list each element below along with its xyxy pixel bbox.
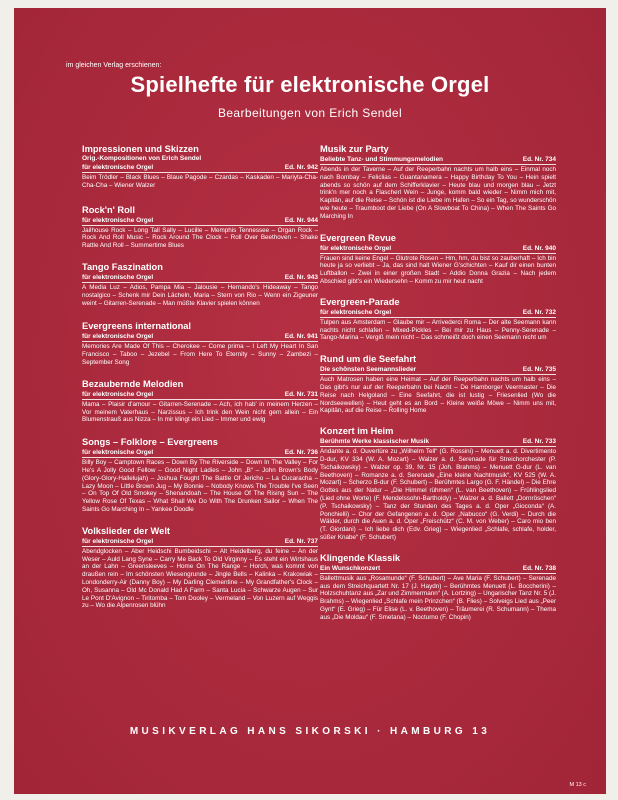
section-heading: Rock'n' Roll: [82, 204, 135, 215]
section-heading: Volkslieder der Welt: [82, 525, 171, 536]
instrument-label: für elektronische Orgel: [82, 449, 154, 457]
song-list: Abendglocken – Aber Heidschi Bumbeidschi – Alt Heidelberg, du feine – An der Weser – Auld Lang Syne – Carry Me Back To Old Virginny – Es steht ein Wirtshaus an der Lahn – Greensleeves – Home On The Range – Horch, was kommt von draußen rein – Im schönsten Wiesengrunde – Jingle Bells – Kalinka – Krakowiak – Londonderry-Air (Danny Boy) – My Darling Clementine – My Grandfather's Clock – Oh, Susanna – Old Mc Donald Had A Farm – Santa Lucia – Schwarze Augen – Sur Le Pont D'Avignon – Tiritomba – Tom Dooley – Vermeland – Von Luzern auf Weggis zu – Wo die Alpenrosen blühn: [82, 547, 318, 610]
song-list: Mama – Plaisir d'amour – Gitarren-Serenade – Ach, ich hab' in meinem Herzen – Vor meinem Vaterhaus – Narzissus – Ich trink den Wein nicht gern allein – Ein Blumenstrauß aus Nizza – In mir klingt ein Lied – Immer und ewig: [82, 400, 318, 424]
publisher-footer: MUSIKVERLAG HANS SIKORSKI · HAMBURG 13: [129, 726, 491, 737]
song-list: Abends in der Taverne – Auf der Reeperbahn nachts um halb eins – Einmal noch nach Bombay – Feliclias – Guantanamera – Happy Birthday To You – Hein spielt abends so schön auf dem Schifferklavier – Heute blau und morgen blau – Jetzt trink'n mer noch a Flascherl Wein – Junge, komm bald wieder – Nimm mich mit, Kapitän, auf die Reise – Schön ist die Liebe im Hafen – So ein Tag, so wunderschön wie heute – Traumboot der Liebe (On A Slowboat To China) – When The Saints Go Marching In: [320, 166, 556, 220]
songbook-section: [320, 297, 556, 342]
edition-number: Ed. Nr. 942: [284, 164, 318, 171]
section-heading: Evergreens international: [82, 321, 192, 332]
instrument-label: für elektronische Orgel: [82, 333, 154, 341]
section-heading: Rund um die Seefahrt: [320, 354, 417, 365]
section-subheading: Berühmte Werke klassischer Musik: [320, 438, 429, 446]
section-info-line: [320, 155, 556, 165]
instrument-label: für elektronische Orgel: [320, 244, 392, 252]
edition-number: Ed. Nr. 734: [522, 156, 556, 163]
edition-number: Ed. Nr. 737: [284, 537, 318, 545]
section-info-line: [320, 308, 556, 318]
songbook-section: [82, 144, 318, 190]
edition-number: Ed. Nr. 940: [522, 244, 556, 252]
song-list: Jailhouse Rock – Long Tall Sally – Lucille – Memphis Tennessee – Organ Rock – Rock And Roll Music – Rock Around The Clock – Roll Over Beethoven – Shake Rattle And Roll – Summertime Blues: [82, 226, 318, 250]
song-list: Memories Are Made Of This – Cherokee – Come prima – I Left My Heart In San Francisco – Taboo – Jezebel – From Here To Eternity – Sunny – Zambezi – September Song: [82, 343, 318, 366]
instrument-label: für elektronische Orgel: [82, 273, 154, 281]
section-heading: Konzert im Heim: [320, 426, 394, 437]
song-list: Beim Trödler – Black Blues – Blaue Pagode – Czardas – Kaskaden – Mariyta-Cha-Cha-Cha – Wiener Walzer: [82, 174, 318, 189]
section-info-line: [82, 390, 318, 400]
section-info-line: [82, 448, 318, 458]
section-subheading: Ein Wunschkonzert: [320, 564, 381, 572]
instrument-label: für elektronische Orgel: [82, 164, 154, 171]
section-heading: Bezaubernde Melodien: [82, 378, 184, 389]
song-list: Auch Matrosen haben eine Heimat – Auf der Reeperbahn nachts um halb eins – Das gibt's nur auf der Reeperbahn bei Nacht – De Hamborger Veermaster – Die Reise nach Helgoland – Eine Seefahrt, die ist lustig – Friesenlied (Wo die Nordseewellen) – Heut geht es an Bord – Kleine weiße Möwe – Nimm uns mit, Kapitän, auf die Reise – Rolling Home: [320, 376, 556, 415]
song-list: Tulpen aus Amsterdam – Glaube mir – Arrivederci Roma – Der alte Seemann kann nachts nicht schlafen – Mixed-Pickles – Bei mir zu Haus – Penny-Serenade – Tango-Marina – Vergiß mein nicht – Das schmeißt doch einen Seemann nicht um: [320, 318, 556, 342]
section-subheading: Die schönsten Seemannslieder: [320, 366, 417, 374]
section-heading: Musik zur Party: [320, 144, 389, 154]
section-heading: Evergreen Revue: [320, 232, 396, 243]
song-list: Andante a. d. Ouvertüre zu „Wilhelm Tell“ (G. Rossini) – Menuett a. d. Divertimento D-dur, KV 334 (W. A. Mozart) – Walzer a. d. Serenade für Streichorchester (P. Tschaikowsky) – Walzer op. 39, Nr. 15 (Joh. Brahms) – Menuett G-dur (L. van Beethoven) – Romanze a. d. Serenade „Eine kleine Nachtmusik“, KV 525 (W. A. Mozart) – Scherzo B-dur (F. Schubert) – Berühmtes Largo (G. F. Händel) – Die Ehre Gottes aus der Natur – „Die Himmel rühmen“ (L. van Beethoven) – Frühlingslied (Lied ohne Worte) (F. Mendelssohn-Bartholdy) – Walzer a. d. Ballett „Dornröschen“ (P. Tschaikowsky) – Tanz der Stunden des Tages a. d. Oper „Gioconda“ (A. Ponchielli) – Chor der Gefangenen a. d. Oper „Nabucco“ (G. Verdi) – Durch die Wälder, durch die Auen a. d. Oper „Freischütz“ (C. M. von Weber) – Caro mio ben (T. Giordani) – Ich liebe dich (Edv. Grieg) – Wiegenlied „Schlafe, schlafe, holder, süßer Knabe“ (F. Schubert): [320, 448, 556, 541]
songbook-section: [82, 526, 318, 610]
section-heading: Evergreen-Parade: [320, 296, 400, 307]
songbook-section: [82, 379, 318, 424]
songbook-section: [82, 321, 318, 366]
edition-number: Ed. Nr. 732: [522, 308, 556, 316]
section-subheading: Beliebte Tanz- und Stimmungsmelodien: [320, 156, 444, 163]
songbook-section: [320, 553, 556, 622]
section-info-line: [320, 365, 556, 375]
song-list: Ballettmusik aus „Rosamunde“ (F. Schubert) – Ave Maria (F. Schubert) – Serenade aus dem Streichquartett Nr. 17 (J. Haydn) – Berühmtes Menuett (L. Boccherini) – Holzschuhtanz aus „Zar und Zimmermann“ (A. Lortzing) – Ungarischer Tanz Nr. 5 (J. Brahms) – Wiegenlied „Schlafe mein Prinzchen“ (B. Flies) – Solveigs Lied aus „Peer Gynt“ (E. Grieg) – Für Elise (L. v. Beethoven) – Träumerei (R. Schumann) – Thema aus „Die Moldau“ (F. Smetana) – Nocturno (F. Chopin): [320, 574, 556, 621]
edition-number: Ed. Nr. 731: [284, 390, 318, 398]
songbook-section: [82, 437, 318, 514]
section-info-line: [320, 564, 556, 574]
songbook-section: [82, 262, 318, 307]
songbook-section: [320, 354, 556, 415]
section-subheading: Orig.-Kompositionen von Erich Sendel: [82, 155, 202, 162]
instrument-label: für elektronische Orgel: [82, 537, 154, 545]
section-info-line: [320, 244, 556, 254]
section-info-line: [82, 332, 318, 342]
songbook-section: [320, 233, 556, 286]
section-heading: Tango Faszination: [82, 261, 163, 272]
page-subtitle: Bearbeitungen von Erich Sendel: [217, 106, 403, 120]
back-cover: [14, 8, 606, 794]
songbook-section: [82, 205, 318, 250]
section-heading: Impressionen und Skizzen: [82, 144, 199, 154]
instrument-label: für elektronische Orgel: [82, 390, 154, 398]
edition-number: Ed. Nr. 738: [522, 564, 556, 572]
section-info-line: [320, 437, 556, 447]
songbook-section: [320, 144, 556, 221]
page-title: Spielhefte für elektronische Orgel: [130, 72, 490, 97]
song-list: Frauen sind keine Engel – Glutrote Rosen – Hm, hm, du bist so zauberhaft – Ich bin heute ja so verliebt – Ja, das sind halt Wiener G'schichten – Kauf dir einen bunten Luftballon – Zwei in einer großen Stadt – Addio Donna Grazia – Nach jedem Abschied gibt's ein Wiedersehn – Komm zu mir heut nacht: [320, 254, 556, 285]
instrument-label: für elektronische Orgel: [320, 308, 392, 316]
edition-number: Ed. Nr. 736: [284, 449, 318, 457]
edition-number: Ed. Nr. 735: [522, 366, 556, 374]
song-list: Billy Boy – Camptown Races – Down By The Riverside – Down In The Valley – For He's A Jolly Good Fellow – Good Night Ladies – John „B“ – John Brown's Body (Glory-Glory-Hallelujah) – Joshua Fought The Battle Of Jericho – La Cucaracha – Lazy Moon – Little Brown Jug – My Bonnie – Nobody Knows The Trouble I've Seen – On Top Of Old Smokey – Shenandoah – The House Of The Rising Sun – The Yellow Rose Of Texas – What Shall We Do With The Drunken Sailor – When The Saints Go Marching In – Yankee Doodle: [82, 459, 318, 513]
section-heading: Klingende Klassik: [320, 552, 401, 563]
edition-number: Ed. Nr. 943: [284, 273, 318, 281]
edition-number: Ed. Nr. 944: [284, 216, 318, 224]
section-heading: Songs – Folklore – Evergreens: [82, 437, 218, 448]
right-column: [320, 144, 556, 621]
left-column: [82, 144, 318, 610]
catalog-code: M 13 c: [569, 782, 586, 788]
intro-text: im gleichen Verlag erschienen:: [66, 62, 162, 69]
section-info-line: [82, 163, 318, 173]
songbook-section: [320, 426, 556, 542]
edition-number: Ed. Nr. 733: [522, 438, 556, 446]
edition-number: Ed. Nr. 941: [284, 333, 318, 341]
song-list: A Media Luz – Adios, Pampa Mia – Jalousie – Hernando's Hideaway – Tango nostalgico – Schenk mir Dein Lächeln, Maria – Stern von Rio – Wenn ein Zigeuner weint – Gitarren-Serenade – Man müßte Klavier spielen können: [82, 283, 318, 307]
instrument-label: für elektronische Orgel: [82, 216, 154, 224]
section-info-line: [82, 537, 318, 547]
section-info-line: [82, 216, 318, 226]
section-info-line: [82, 273, 318, 283]
